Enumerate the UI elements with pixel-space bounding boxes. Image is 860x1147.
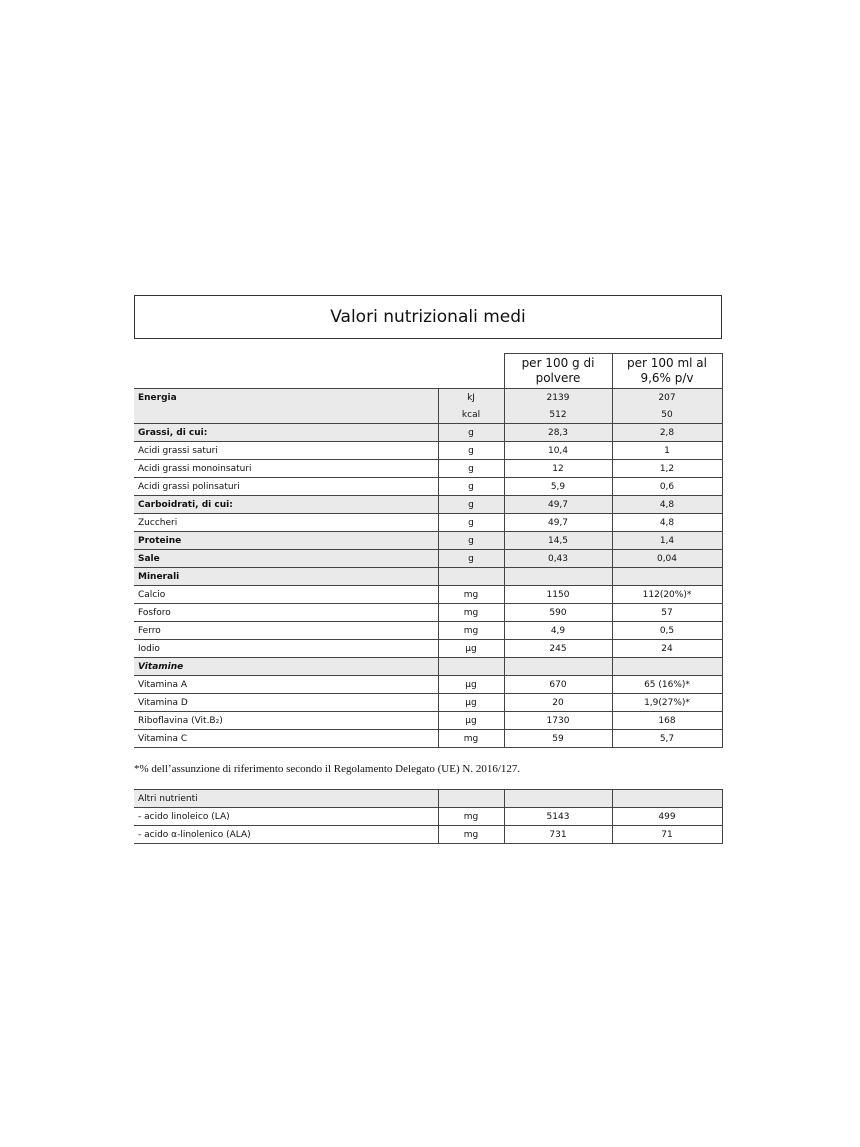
table-row: [134, 676, 722, 694]
header-per-100g: per 100 g di polvere: [504, 354, 612, 389]
row-value-100g: 2139: [504, 389, 612, 407]
row-value-100ml: 57: [612, 604, 722, 622]
row-value-100g: 4,9: [504, 622, 612, 640]
table-row: [134, 478, 722, 496]
row-unit: g: [438, 514, 504, 532]
row-name: Iodio: [134, 640, 438, 658]
row-value-100ml: 1,4: [612, 532, 722, 550]
row-unit: μg: [438, 676, 504, 694]
row-name: Energia: [134, 389, 438, 407]
row-name: Zuccheri: [134, 514, 438, 532]
row-value-100g: 245: [504, 640, 612, 658]
row-value-100g: 731: [504, 826, 612, 844]
section-row-vitamine: [134, 658, 722, 676]
other-nutrients-table: [134, 789, 723, 844]
row-value-100ml: 0,04: [612, 550, 722, 568]
row-unit: mg: [438, 730, 504, 748]
row-name: Calcio: [134, 586, 438, 604]
row-name: Vitamina A: [134, 676, 438, 694]
row-value-100g: 0,43: [504, 550, 612, 568]
header-blank-unit: [438, 354, 504, 389]
row-unit: mg: [438, 808, 504, 826]
row-value-100ml: 207: [612, 389, 722, 407]
table-row: [134, 389, 722, 407]
table-row: [134, 622, 722, 640]
table-row: [134, 586, 722, 604]
table-row: [134, 826, 722, 844]
table-row: [134, 550, 722, 568]
row-unit: [438, 568, 504, 586]
row-name: Grassi, di cui:: [134, 424, 438, 442]
row-value-100g: 5,9: [504, 478, 612, 496]
row-unit: g: [438, 442, 504, 460]
row-name: [134, 406, 438, 424]
row-value-100ml: 1: [612, 442, 722, 460]
row-name: Vitamine: [134, 658, 438, 676]
row-name: - acido α-linolenico (ALA): [134, 826, 438, 844]
row-unit: kcal: [438, 406, 504, 424]
table-row: [134, 442, 722, 460]
row-value-100g: 670: [504, 676, 612, 694]
row-value-100ml: 2,8: [612, 424, 722, 442]
row-value-100g: 590: [504, 604, 612, 622]
row-value-100g: 5143: [504, 808, 612, 826]
row-value-100g: 14,5: [504, 532, 612, 550]
row-unit: mg: [438, 622, 504, 640]
table-row: [134, 730, 722, 748]
row-value-100g: 512: [504, 406, 612, 424]
row-value-100ml: 4,8: [612, 496, 722, 514]
header-per-100ml: per 100 ml al 9,6% p/v: [612, 354, 722, 389]
row-name: Carboidrati, di cui:: [134, 496, 438, 514]
row-unit: g: [438, 532, 504, 550]
row-value-100g: 12: [504, 460, 612, 478]
table-row: [134, 406, 722, 424]
row-value-100ml: 50: [612, 406, 722, 424]
row-value-100ml: 4,8: [612, 514, 722, 532]
section-row-minerali: [134, 568, 722, 586]
section-row-altri-nutrienti: [134, 790, 722, 808]
row-value-100ml: 168: [612, 712, 722, 730]
row-name: Sale: [134, 550, 438, 568]
row-value-100ml: [612, 568, 722, 586]
row-unit: g: [438, 550, 504, 568]
row-value-100g: 49,7: [504, 496, 612, 514]
table-row: [134, 712, 722, 730]
row-unit: μg: [438, 712, 504, 730]
row-value-100ml: [612, 790, 722, 808]
row-name: Acidi grassi saturi: [134, 442, 438, 460]
row-value-100ml: 71: [612, 826, 722, 844]
row-unit: μg: [438, 694, 504, 712]
row-name: Acidi grassi polinsaturi: [134, 478, 438, 496]
table-row: [134, 532, 722, 550]
row-name: Riboflavina (Vit.B₂): [134, 712, 438, 730]
row-unit: μg: [438, 640, 504, 658]
nutrition-table: [134, 353, 723, 748]
row-name: Acidi grassi monoinsaturi: [134, 460, 438, 478]
table-row: [134, 496, 722, 514]
row-name: Vitamina D: [134, 694, 438, 712]
row-value-100g: 10,4: [504, 442, 612, 460]
row-unit: [438, 790, 504, 808]
row-unit: g: [438, 496, 504, 514]
row-value-100ml: 0,5: [612, 622, 722, 640]
table-row: [134, 604, 722, 622]
row-name: Vitamina C: [134, 730, 438, 748]
row-name: - acido linoleico (LA): [134, 808, 438, 826]
header-blank: [134, 354, 438, 389]
row-name: Proteine: [134, 532, 438, 550]
row-value-100ml: 24: [612, 640, 722, 658]
table-row: [134, 808, 722, 826]
row-value-100g: [504, 658, 612, 676]
table-title: Valori nutrizionali medi: [134, 295, 722, 339]
row-value-100ml: 0,6: [612, 478, 722, 496]
row-value-100ml: 1,2: [612, 460, 722, 478]
table-row: [134, 460, 722, 478]
row-value-100ml: 112(20%)*: [612, 586, 722, 604]
row-value-100g: 20: [504, 694, 612, 712]
table-row: [134, 694, 722, 712]
row-value-100g: [504, 568, 612, 586]
table-row: [134, 514, 722, 532]
row-value-100ml: 65 (16%)*: [612, 676, 722, 694]
table-header-row: [134, 354, 722, 389]
table-row: [134, 640, 722, 658]
row-unit: kJ: [438, 389, 504, 407]
row-name: Minerali: [134, 568, 438, 586]
row-value-100g: 28,3: [504, 424, 612, 442]
row-value-100ml: [612, 658, 722, 676]
row-value-100g: 1150: [504, 586, 612, 604]
row-value-100g: 59: [504, 730, 612, 748]
row-value-100g: [504, 790, 612, 808]
table-row: [134, 424, 722, 442]
footnote: *% dell’assunzione di riferimento secondo il Regolamento Delegato (UE) N. 2016/127.: [134, 763, 521, 775]
row-unit: g: [438, 424, 504, 442]
row-value-100ml: 1,9(27%)*: [612, 694, 722, 712]
row-name: Altri nutrienti: [134, 790, 438, 808]
row-value-100ml: 499: [612, 808, 722, 826]
row-value-100g: 49,7: [504, 514, 612, 532]
row-unit: mg: [438, 586, 504, 604]
row-name: Ferro: [134, 622, 438, 640]
row-unit: g: [438, 460, 504, 478]
row-unit: mg: [438, 826, 504, 844]
row-unit: [438, 658, 504, 676]
row-name: Fosforo: [134, 604, 438, 622]
row-unit: mg: [438, 604, 504, 622]
row-value-100ml: 5,7: [612, 730, 722, 748]
row-unit: g: [438, 478, 504, 496]
row-value-100g: 1730: [504, 712, 612, 730]
